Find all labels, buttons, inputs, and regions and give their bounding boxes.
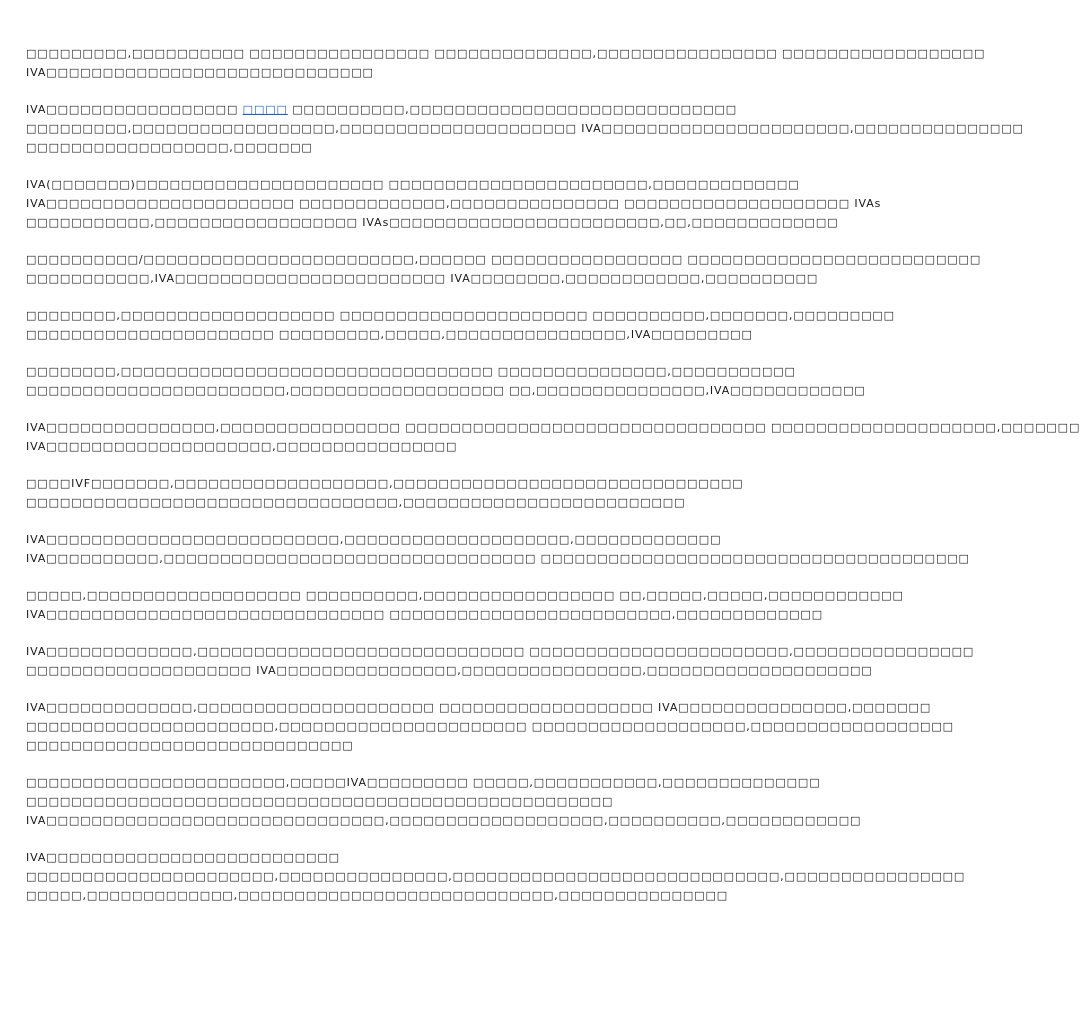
text-line xyxy=(26,867,966,886)
paragraph xyxy=(26,698,954,755)
text-segment: □□□□□□□□□□□□□□□□□□□□□□,□□□□□□□□□□□□□□□□□□□□□□ □□□□□□□□□□□□□□□□□□□,□□□□□□□□□□□□□□□□□□ xyxy=(26,720,954,733)
paragraph xyxy=(26,306,895,344)
text-segment: □□□□□□□□□,□□□□□□□□□□ □□□□□□□□□□□□□□□□ □□□□□□□□□□□□□□,□□□□□□□□□□□□□□□□ □□□□□□□□□□□□□□□□□□ xyxy=(26,47,986,60)
text-line xyxy=(26,63,694,82)
text-segment: □□□□□□□□□□□,IVA□□□□□□□□□□□□□□□□□□□□□□□□ IVA□□□□□□□□,□□□□□□□□□□□□,□□□□□□□□□□ xyxy=(26,272,819,285)
text-segment: □□□□□□□□□□/□□□□□□□□□□□□□□□□□□□□□□□□,□□□□□□ □□□□□□□□□□□□□□□□□ □□□□□□□□□□□□□□□□□□□□□□□□□□ xyxy=(26,253,982,266)
text-segment: □□□□□□□□□□□□□□□□□□□□□□□□□□□□□□□□□,□□□□□□□□□□□□□□□□□□□□□□□□□ xyxy=(26,496,686,509)
text-segment: □□□□IVF□□□□□□□,□□□□□□□□□□□□□□□□□□□,□□□□□□□□□□□□□□□□□□□□□□□□□□□□□□□ xyxy=(26,477,744,490)
text-segment: □□□□□□□□□□□,□□□□□□□□□□□□□□□□□□ IVAs□□□□□□□□□□□□□□□□□□□□□□□□,□□,□□□□□□□□□□□□□ xyxy=(26,216,839,229)
text-line xyxy=(26,194,882,213)
text-segment: □□□□□□□□□□□□□□□□□□□□□□,□□□□□□□□□□□□□□□,□□□□□□□□□□□□□□□□□□□□□□□□□□□□□,□□□□□□□□□□□□□□□□ xyxy=(26,870,966,883)
text-segment: IVA□□□□□□□□□□□□□□□□□□□□□□□□□□ xyxy=(26,851,340,864)
text-line xyxy=(26,269,819,288)
text-line xyxy=(26,381,866,400)
paragraph xyxy=(26,474,744,512)
text-line xyxy=(26,848,694,867)
text-segment: □□□□□□□□□□□□□□□□□□,□□□□□□□ xyxy=(26,141,313,154)
text-line xyxy=(26,530,722,549)
text-line xyxy=(26,549,970,568)
text-line xyxy=(26,792,694,811)
text-line xyxy=(26,474,744,493)
text-segment: □□□□□,□□□□□□□□□□□□□,□□□□□□□□□□□□□□□□□□□□□□□□□□□□,□□□□□□□□□□□□□□□ xyxy=(26,889,729,902)
text-segment: □□□□□□□□,□□□□□□□□□□□□□□□□□□□□□□□□□□□□□□□□□ □□□□□□□□□□□□□□□,□□□□□□□□□□□ xyxy=(26,365,796,378)
text-line xyxy=(26,698,932,717)
text-line xyxy=(26,493,694,512)
text-segment: □□□□□□□□□□□□□□□□□□□□□□□□□□□□□ xyxy=(26,739,354,752)
text-segment: IVA(□□□□□□□)□□□□□□□□□□□□□□□□□□□□□□ □□□□□□□□□□□□□□□□□□□□□□□,□□□□□□□□□□□□□ xyxy=(26,178,800,191)
text-line xyxy=(26,773,821,792)
text-segment: IVA□□□□□□□□□□□□□□□□□□□□,□□□□□□□□□□□□□□□□ xyxy=(26,440,458,453)
text-line xyxy=(26,437,694,456)
text-segment: IVA□□□□□□□□□□□□□□□,□□□□□□□□□□□□□□□□ □□□□□□□□□□□□□□□□□□□□□□□□□□□□□□□□ □□□□□□□□□□□□□□□□□□□□,□□□□□□□ xyxy=(26,421,1080,434)
text-segment: □□□□□□□□□□,□□□□□□□□□□□□□□□□□□□□□□□□□□□□□ xyxy=(287,103,738,116)
text-line xyxy=(26,250,982,269)
text-segment: □□□□□□□□□□□□□□□□□□□□□□□,□□□□□□□□□□□□□□□□□□□ □□,□□□□□□□□□□□□□□□,IVA□□□□□□□□□□□□ xyxy=(26,384,866,397)
text-segment: □□□□□□□□□□□□□□□□□□□□□□□□□□□□□□□□□□□□□□□□□□□□□□□□□□□□ xyxy=(26,795,614,808)
text-line xyxy=(26,736,694,755)
text-segment: IVA□□□□□□□□□□,□□□□□□□□□□□□□□□□□□□□□□□□□□□□□□□□□ □□□□□□□□□□□□□□□□□□□□□□□□□□□□□□□□□□□□□□ xyxy=(26,552,970,565)
text-line xyxy=(26,44,986,63)
text-line xyxy=(26,138,694,157)
text-line xyxy=(26,119,1024,138)
text-line xyxy=(26,306,895,325)
text-line xyxy=(26,661,873,680)
paragraph xyxy=(26,773,862,830)
text-line xyxy=(26,586,904,605)
paragraph xyxy=(26,586,904,624)
text-segment: □□□□□□□□□,□□□□□□□□□□□□□□□□□□,□□□□□□□□□□□□□□□□□□□□□ IVA□□□□□□□□□□□□□□□□□□□□□□,□□□□□□□□□□□□□□□ xyxy=(26,122,1024,135)
text-line xyxy=(26,717,954,736)
text-line xyxy=(26,100,738,119)
text-line xyxy=(26,362,796,381)
text-segment: □□□□□,□□□□□□□□□□□□□□□□□□□ □□□□□□□□□□,□□□□□□□□□□□□□□□□□ □□,□□□□□,□□□□□,□□□□□□□□□□□□ xyxy=(26,589,904,602)
text-segment: IVA□□□□□□□□□□□□□□□□□□□□□□□□□□,□□□□□□□□□□□□□□□□□□□□,□□□□□□□□□□□□□ xyxy=(26,533,722,546)
text-segment: IVA□□□□□□□□□□□□□□□□□ xyxy=(26,103,243,116)
text-line xyxy=(26,213,839,232)
paragraph xyxy=(26,642,975,680)
text-segment: □□□□□□□□□□□□□□□□□□□□□□ □□□□□□□□□,□□□□□,□□□□□□□□□□□□□□□□,IVA□□□□□□□□□ xyxy=(26,328,753,341)
paragraph xyxy=(26,848,966,905)
paragraph xyxy=(26,418,1080,456)
paragraph xyxy=(26,175,882,232)
text-segment: □□□□□□□□□□□□□□□□□□□□ IVA□□□□□□□□□□□□□□□□,□□□□□□□□□□□□□□□□,□□□□□□□□□□□□□□□□□□□□ xyxy=(26,664,873,677)
text-segment: IVA□□□□□□□□□□□□□,□□□□□□□□□□□□□□□□□□□□□ □□□□□□□□□□□□□□□□□□□ IVA□□□□□□□□□□□□□□□,□□□□□□□ xyxy=(26,701,932,714)
text-segment: IVA□□□□□□□□□□□□□□□□□□□□□□□□□□□□□□,□□□□□□□□□□□□□□□□□□□,□□□□□□□□□□,□□□□□□□□□□□□ xyxy=(26,814,862,827)
text-segment: □□□□□□□□,□□□□□□□□□□□□□□□□□□□ □□□□□□□□□□□□□□□□□□□□□□ □□□□□□□□□□,□□□□□□□,□□□□□□□□□ xyxy=(26,309,895,322)
inline-link[interactable]: □□□□ xyxy=(242,103,288,116)
text-line xyxy=(26,886,729,905)
text-segment: □□□□□□□□□□□□□□□□□□□□□□□,□□□□□IVA□□□□□□□□□ □□□□□,□□□□□□□□□□□,□□□□□□□□□□□□□□ xyxy=(26,776,821,789)
text-line xyxy=(26,811,862,830)
text-line xyxy=(26,605,824,624)
text-segment: IVA□□□□□□□□□□□□□□□□□□□□□□□□□□□□□ xyxy=(26,66,374,79)
paragraph xyxy=(26,44,986,82)
text-segment: IVA□□□□□□□□□□□□□,□□□□□□□□□□□□□□□□□□□□□□□□□□□□□ □□□□□□□□□□□□□□□□□□□□□□□,□□□□□□□□□□□□□□□□ xyxy=(26,645,975,658)
text-line xyxy=(26,175,800,194)
paragraph xyxy=(26,100,1024,157)
text-line xyxy=(26,642,975,661)
text-segment: IVA□□□□□□□□□□□□□□□□□□□□□□□□□□□□□□ □□□□□□□□□□□□□□□□□□□□□□□□□,□□□□□□□□□□□□□ xyxy=(26,608,824,621)
text-line xyxy=(26,418,1080,437)
text-segment: IVA□□□□□□□□□□□□□□□□□□□□□□ □□□□□□□□□□□□□,□□□□□□□□□□□□□□□ □□□□□□□□□□□□□□□□□□□□ IVAs xyxy=(26,197,882,210)
paragraph xyxy=(26,362,866,400)
text-line xyxy=(26,325,753,344)
paragraph xyxy=(26,250,982,288)
paragraph xyxy=(26,530,970,568)
